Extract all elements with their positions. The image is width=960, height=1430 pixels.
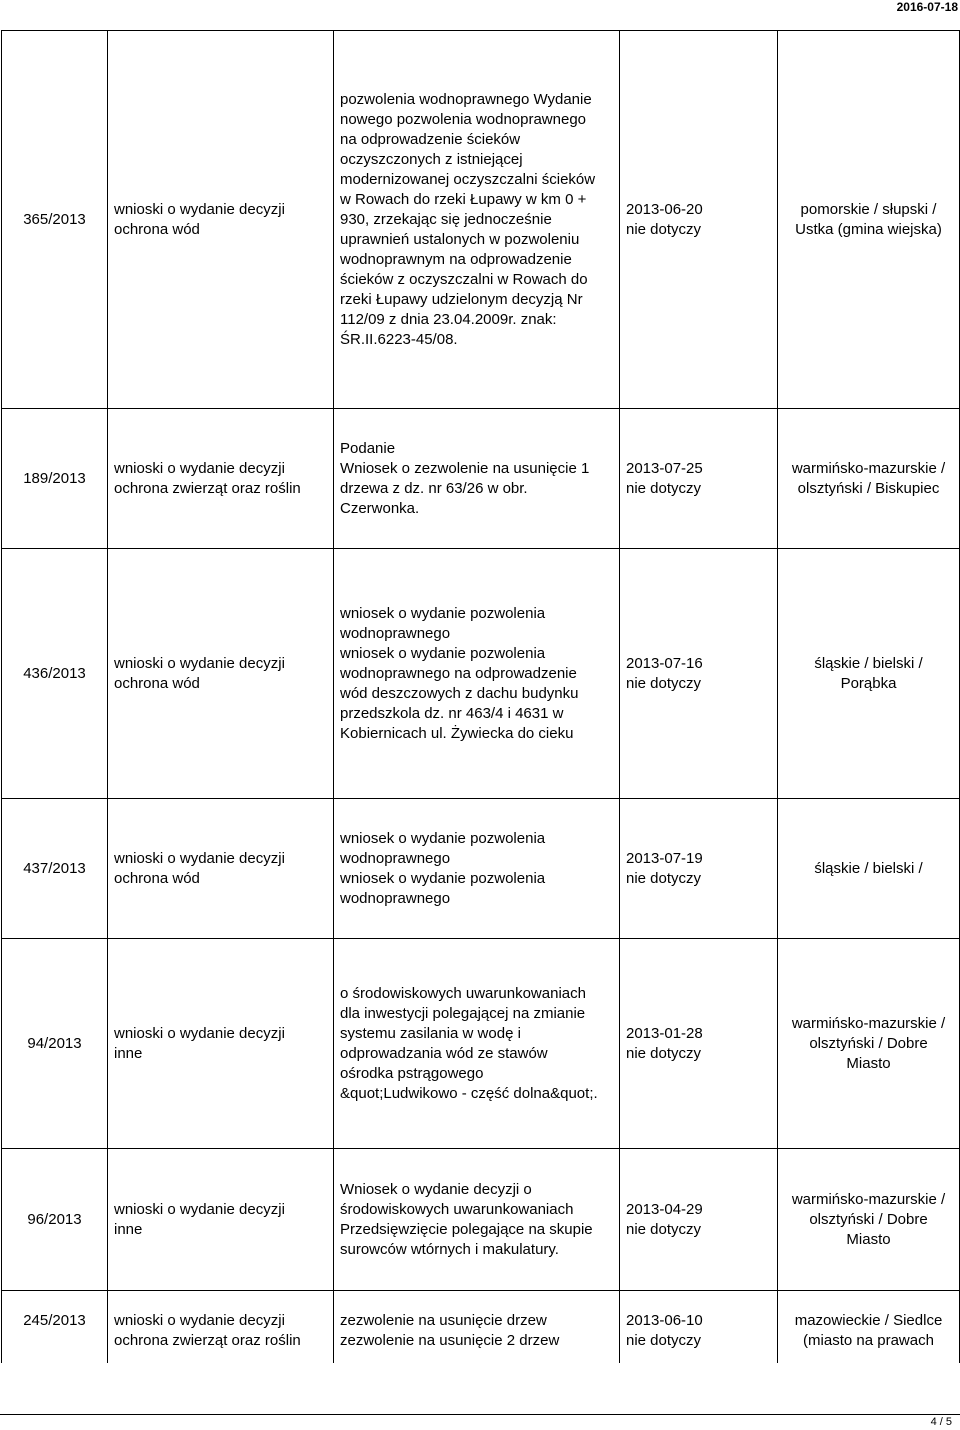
record-number: 94/2013	[2, 939, 108, 1149]
record-date: 2013-07-16 nie dotyczy	[620, 549, 778, 799]
record-type: wnioski o wydanie decyzji inne	[108, 1149, 334, 1291]
record-number: 437/2013	[2, 799, 108, 939]
record-date: 2013-06-10 nie dotyczy	[620, 1291, 778, 1363]
table-row	[2, 1149, 960, 1291]
page-date: 2016-07-18	[896, 0, 958, 14]
record-location: warmińsko-mazurskie / olsztyński / Biskupiec	[778, 409, 960, 549]
record-date: 2013-06-20 nie dotyczy	[620, 31, 778, 409]
record-date: 2013-01-28 nie dotyczy	[620, 939, 778, 1149]
record-description: pozwolenia wodnoprawnego Wydanie nowego pozwolenia wodnoprawnego na odprowadzenie ścieków oczyszczonych z istniejącej modernizowanej oczyszczalni ścieków w Rowach do rzeki Łupawy w km 0 + 930, zrzekając się jednocześnie uprawnień ustalonych w pozwoleniu wodnoprawnym na odprowadzenie ścieków z oczyszczalni w Rowach do rzeki Łupawy udzielonym decyzją Nr 112/09 z dnia 23.04.2009r. znak: ŚR.II.6223-45/08.	[334, 31, 620, 409]
record-type: wnioski o wydanie decyzji inne	[108, 939, 334, 1149]
record-number: 245/2013	[2, 1291, 108, 1363]
record-date: 2013-04-29 nie dotyczy	[620, 1149, 778, 1291]
table-row	[2, 409, 960, 549]
record-date: 2013-07-19 nie dotyczy	[620, 799, 778, 939]
record-location: śląskie / bielski /	[778, 799, 960, 939]
record-description: wniosek o wydanie pozwolenia wodnoprawnego wniosek o wydanie pozwolenia wodnoprawnego na odprowadzenie wód deszczowych z dachu budynku przedszkola dz. nr 463/4 i 4631 w Kobiernicach ul. Żywiecka do cieku	[334, 549, 620, 799]
table-row	[2, 939, 960, 1149]
record-number: 96/2013	[2, 1149, 108, 1291]
table-row	[2, 1291, 960, 1363]
record-location: pomorskie / słupski / Ustka (gmina wiejska)	[778, 31, 960, 409]
table-row	[2, 799, 960, 939]
table-row	[2, 549, 960, 799]
record-description: wniosek o wydanie pozwolenia wodnoprawnego wniosek o wydanie pozwolenia wodnoprawnego	[334, 799, 620, 939]
record-location: warmińsko-mazurskie / olsztyński / Dobre Miasto	[778, 1149, 960, 1291]
record-type: wnioski o wydanie decyzji ochrona zwierząt oraz roślin	[108, 409, 334, 549]
record-description: o środowiskowych uwarunkowaniach dla inwestycji polegającej na zmianie systemu zasilania w wodę i odprowadzania wód ze stawów ośrodka pstrągowego &quot;Ludwikowo - część dolna&quot;.	[334, 939, 620, 1149]
record-number: 436/2013	[2, 549, 108, 799]
table-row	[2, 31, 960, 409]
record-location: śląskie / bielski / Porąbka	[778, 549, 960, 799]
record-type: wnioski o wydanie decyzji ochrona zwierząt oraz roślin	[108, 1291, 334, 1363]
record-number: 365/2013	[2, 31, 108, 409]
record-type: wnioski o wydanie decyzji ochrona wód	[108, 549, 334, 799]
record-description: Podanie Wniosek o zezwolenie na usunięcie 1 drzewa z dz. nr 63/26 w obr. Czerwonka.	[334, 409, 620, 549]
record-type: wnioski o wydanie decyzji ochrona wód	[108, 799, 334, 939]
page-number: 4 / 5	[930, 1416, 952, 1428]
record-description: Wniosek o wydanie decyzji o środowiskowych uwarunkowaniach Przedsięwzięcie polegające na skupie surowców wtórnych i makulatury.	[334, 1149, 620, 1291]
record-number: 189/2013	[2, 409, 108, 549]
record-type: wnioski o wydanie decyzji ochrona wód	[108, 31, 334, 409]
footer-divider	[0, 1414, 960, 1415]
record-location: warmińsko-mazurskie / olsztyński / Dobre Miasto	[778, 939, 960, 1149]
record-description: zezwolenie na usunięcie drzew zezwolenie na usunięcie 2 drzew	[334, 1291, 620, 1363]
registry-table	[1, 30, 960, 1363]
record-date: 2013-07-25 nie dotyczy	[620, 409, 778, 549]
record-location: mazowieckie / Siedlce (miasto na prawach	[778, 1291, 960, 1363]
